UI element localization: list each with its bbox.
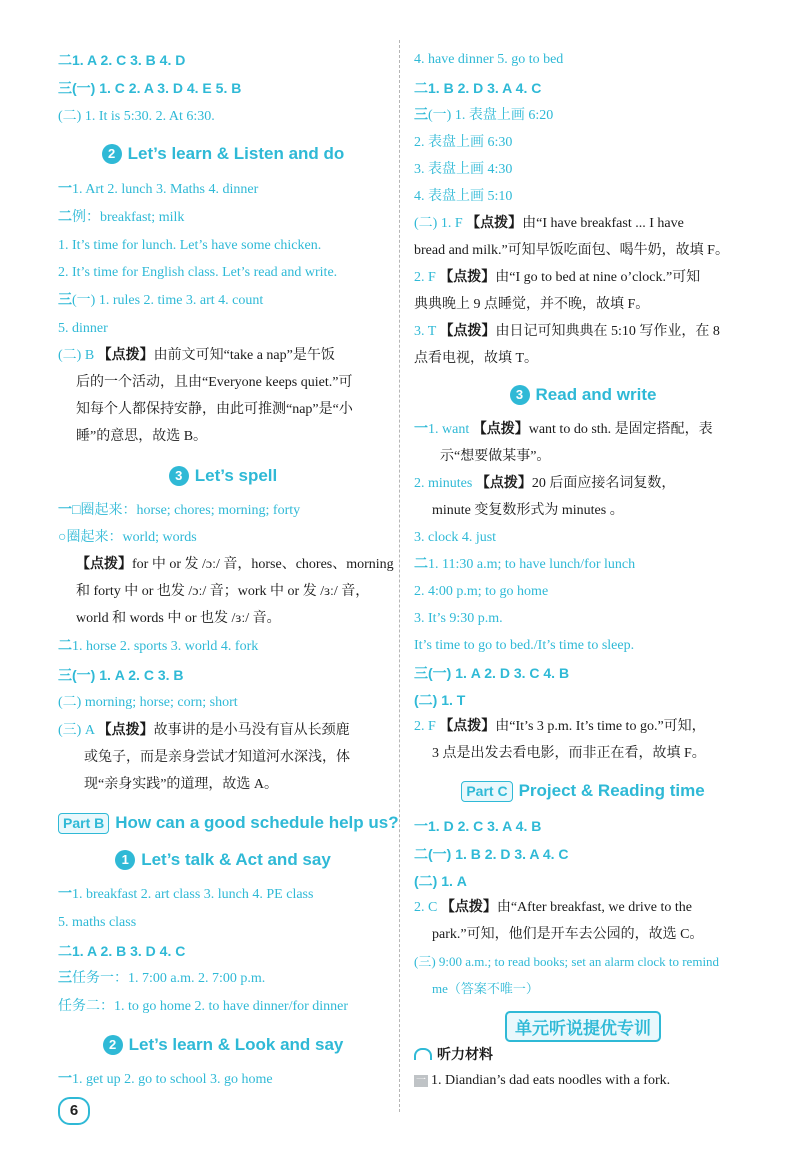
explanation-line: 典典晚上 9 点睡觉，并不晚，故填 F。 [414, 297, 650, 312]
answer-line: 2. 表盘上画 6:30 [414, 135, 513, 150]
explanation-line: (二) B 【 点拨 】 由前文可知“take a nap”是午饭 [58, 346, 335, 366]
column-divider [399, 40, 400, 1112]
hint-tag: 【 点拨 】 [440, 324, 496, 339]
headphones-icon [414, 1048, 432, 1060]
answer-line: (二) morning; horse; corn; short [58, 695, 238, 710]
section-marker: 三 [58, 669, 72, 684]
answer-line: 二1. B 2. D 3. A 4. C [414, 78, 541, 100]
explanation-line: park.”可知，他们是开车去公园的，故选 C。 [432, 927, 704, 942]
answer-line: (二) 1. A [414, 873, 467, 889]
explanation-line: 示“想要做某事”。 [440, 449, 551, 464]
hint-tag: 【 点拨 】 [466, 216, 522, 231]
explanation-line: 3. T 【 点拨 】 由日记可知典典在 5:10 写作业，在 8 [414, 322, 720, 342]
hint-tag: 【 点拨 】 [441, 900, 497, 915]
answer-line: 3. 表盘上画 4:30 [414, 162, 513, 177]
answer-line: (二) 1. It is 5:30. 2. At 6:30. [58, 109, 215, 124]
section-marker: 一 [414, 422, 428, 437]
section-number-icon: 2 [103, 1035, 123, 1055]
hint-tag: 【 点拨 】 [98, 723, 154, 738]
hint-tag: 【 点拨 】 [98, 348, 154, 363]
hint-tag: 【 点拨 】 [439, 719, 495, 734]
section-marker: 二 [414, 82, 428, 97]
explanation-line: 2. C 【 点拨 】 由“After breakfast, we drive to the [414, 898, 692, 918]
explanation-line: 点看电视，故填 T。 [414, 351, 539, 366]
listening-heading: 听力材料 [414, 1044, 493, 1066]
explanation-line: 一1. want 【 点拨 】 want to do sth. 是固定搭配，表 [414, 420, 713, 440]
section-marker: 一 [414, 820, 428, 835]
explanation-line: 2. minutes 【 点拨 】 20 后面应接名词复数， [414, 474, 675, 494]
section-marker: 一 [58, 182, 72, 197]
section-marker: 二 [58, 639, 72, 654]
answer-line: 3. clock 4. just [414, 530, 497, 545]
section-marker: 一 [58, 1072, 72, 1087]
part-badge: Part C [461, 781, 512, 802]
answer-line: (三) 9:00 a.m.; to read books; set an alarm clock to remind [414, 954, 720, 969]
answer-line: 3. It’s 9:30 p.m. [414, 611, 503, 626]
section-marker: 三 [414, 108, 428, 123]
answer-line: 1. It’s time for lunch. Let’s have some chicken. [58, 238, 322, 253]
hint-tag: 【 点拨 】 [473, 422, 529, 437]
listening-line: 一 1. Diandian’s dad eats noodles with a fork. [416, 1073, 671, 1088]
answer-line: 三(一) 1. A 2. D 3. C 4. B [414, 663, 569, 685]
page-number: 6 [58, 1097, 90, 1125]
explanation-line: 3 点是出发去看电影，而非正在看，故填 F。 [432, 746, 706, 761]
section-heading: 1 Let’s talk & Act and say [58, 850, 388, 870]
section-marker: 二 [414, 848, 428, 863]
explanation-line: 或兔子，而是亲身尝试才知道河水深浅，体 [84, 750, 350, 765]
answer-line: me（答案不唯一） [432, 981, 539, 996]
answer-line: 二(一) 1. B 2. D 3. A 4. C [414, 844, 569, 866]
explanation-line: 2. F 【 点拨 】 由“I go to bed at nine o’clock.”可知 [414, 268, 700, 288]
section-marker: 三 [414, 667, 428, 682]
answer-line: 三(一) 1. A 2. C 3. B [58, 665, 184, 687]
section-heading: 2 Let’s learn & Look and say [58, 1035, 388, 1055]
section-marker: 二 [58, 210, 72, 225]
explanation-line: world 和 words 中 or 也发 /ɜː/ 音。 [76, 611, 281, 626]
answer-line: 三任务一：1. 7:00 a.m. 2. 7:00 p.m. [58, 969, 265, 989]
section-heading: 2 Let’s learn & Listen and do [58, 144, 388, 164]
answer-line: 三(一) 1. 表盘上画 6:20 [414, 106, 553, 126]
section-number-icon: 3 [510, 385, 530, 405]
answer-line: 4. have dinner 5. go to bed [414, 52, 564, 67]
answer-line: (二) 1. T [414, 692, 466, 708]
part-badge: Part B [58, 813, 109, 834]
explanation-line: bread and milk.”可知早饭吃面包、喝牛奶，故填 F。 [414, 243, 729, 258]
explanation-line: (三) A 【 点拨 】 故事讲的是小马没有盲从长颈鹿 [58, 721, 350, 741]
answer-line: 2. 4:00 p.m; to go home [414, 584, 549, 599]
explanation-line: 和 forty 中 or 也发 /ɔː/ 音；work 中 or 发 /ɜː/ 音， [76, 584, 370, 599]
section-marker: 一 [58, 503, 72, 518]
answer-line: 二1. 11:30 a.m; to have lunch/for lunch [414, 555, 635, 575]
section-marker: 三 [58, 971, 72, 986]
hint-tag: 【 点拨 】 [76, 557, 132, 572]
answer-line: 任务二：1. to go home 2. to have dinner/for dinner [58, 999, 349, 1014]
explanation-line: minute 变复数形式为 minutes 。 [432, 503, 624, 518]
section-number-icon: 3 [169, 466, 189, 486]
section-marker: 二 [414, 557, 428, 572]
answer-line: 一1. breakfast 2. art class 3. lunch 4. PE class [58, 885, 313, 905]
part-heading: Part B How can a good schedule help us? [58, 813, 388, 834]
answer-line: 三(一) 1. C 2. A 3. D 4. E 5. B [58, 78, 241, 100]
answer-line: 2. It’s time for English class. Let’s read and write. [58, 265, 338, 280]
answer-line: 5. maths class [58, 915, 137, 930]
hint-tag: 【 点拨 】 [476, 476, 532, 491]
explanation-line: (二) 1. F 【 点拨 】 由“I have breakfast ... I have [414, 214, 684, 234]
answer-line: ○圈起来：world; words [58, 530, 197, 545]
section-heading: 3 Read and write [414, 385, 752, 405]
section-heading: 3 Let’s spell [58, 466, 388, 486]
answer-line: 一□圈起来：horse; chores; morning; forty [58, 501, 300, 521]
answer-line: 二1. A 2. B 3. D 4. C [58, 941, 185, 963]
explanation-line: 2. F 【 点拨 】 由“It’s 3 p.m. It’s time to go.”可知， [414, 717, 706, 737]
section-marker: 二 [58, 54, 72, 69]
part-heading: Part C Project & Reading time [414, 781, 752, 802]
section-marker: 三 [58, 293, 72, 308]
answer-line: 二1. horse 2. sports 3. world 4. fork [58, 637, 258, 657]
answer-line: 一1. D 2. C 3. A 4. B [414, 816, 541, 838]
answer-line: 5. dinner [58, 321, 108, 336]
answer-line: 一1. get up 2. go to school 3. go home [58, 1070, 273, 1090]
section-marker: 一 [58, 887, 72, 902]
answer-line: 二例：breakfast; milk [58, 208, 184, 228]
explanation-line: 后的一个活动，且由“Everyone keeps quiet.”可 [76, 375, 353, 390]
section-marker: 二 [58, 945, 72, 960]
section-number-icon: 2 [102, 144, 122, 164]
answer-line: 二1. A 2. C 3. B 4. D [58, 50, 185, 72]
section-number-icon: 1 [115, 850, 135, 870]
hint-tag: 【 点拨 】 [439, 270, 495, 285]
explanation-line: 睡”的意思，故选 B。 [76, 429, 208, 444]
answer-line: 4. 表盘上画 5:10 [414, 189, 513, 204]
section-marker: 三 [58, 82, 72, 97]
explanation-line: 现“亲身实践”的道理，故选 A。 [84, 777, 279, 792]
answer-line: 三(一) 1. rules 2. time 3. art 4. count [58, 291, 263, 311]
explanation-line: 【 点拨 】 for 中 or 发 /ɔː/ 音，horse、chores、morning [76, 555, 394, 575]
answer-line: It’s time to go to bed./It’s time to sleep. [414, 638, 635, 653]
special-training-heading: 单元听说提优专训 [414, 1011, 752, 1042]
explanation-line: 知每个人都保持安静，由此可推测“nap”是“小 [76, 402, 353, 417]
answer-line: 一1. Art 2. lunch 3. Maths 4. dinner [58, 180, 258, 200]
section-marker: 一 [416, 1075, 426, 1086]
